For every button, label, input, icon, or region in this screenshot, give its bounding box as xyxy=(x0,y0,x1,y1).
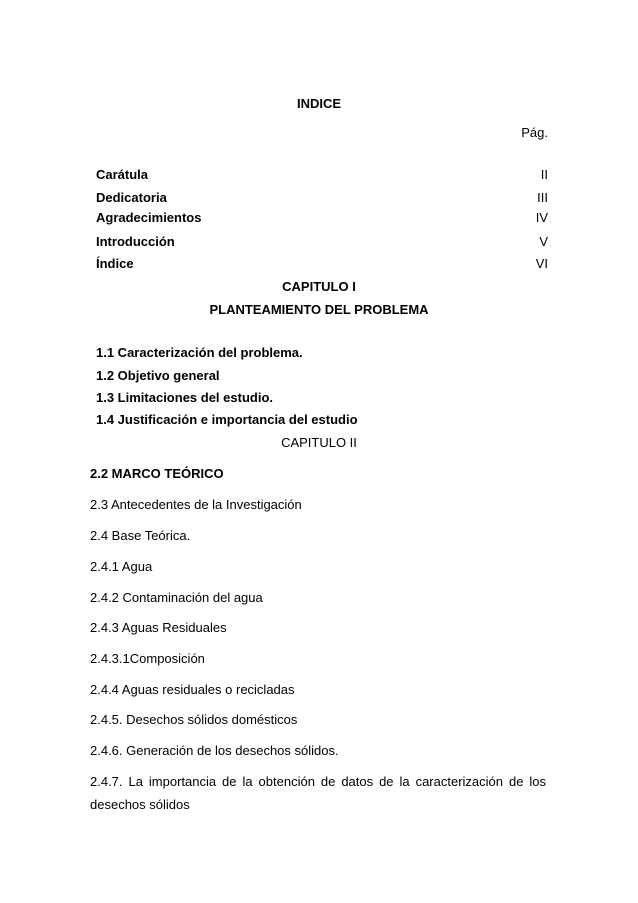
toc-item: 2.4.3.1Composición xyxy=(90,651,205,666)
toc-entry-page: V xyxy=(539,234,548,249)
toc-entry-page: VI xyxy=(535,256,548,271)
toc-item: 2.4.2 Contaminación del agua xyxy=(90,590,263,605)
toc-item: 2.4.1 Agua xyxy=(90,559,153,574)
toc-item-line1: 2.4.7. La importancia de la obtención de datos de la caracterización de los xyxy=(90,774,546,789)
toc-item: 2.4.3 Aguas Residuales xyxy=(90,620,227,635)
toc-item: 2.4.4 Aguas residuales o recicladas xyxy=(90,682,295,697)
toc-entry-label: Índice xyxy=(96,256,134,271)
index-title: INDICE xyxy=(296,96,342,111)
section-heading: 2.2 MARCO TEÓRICO xyxy=(90,466,224,481)
chapter1-heading: CAPITULO I xyxy=(282,279,356,294)
toc-item: 2.4.6. Generación de los desechos sólidos. xyxy=(90,743,339,758)
toc-entry-label: Introducción xyxy=(96,234,175,249)
toc-entry-caratula xyxy=(96,167,548,183)
page-column-header: Pág. xyxy=(521,125,548,140)
toc-entry-label: Carátula xyxy=(96,167,149,182)
toc-entry-label: Dedicatoria xyxy=(96,190,167,205)
toc-item-line2: desechos sólidos xyxy=(90,797,190,812)
toc-item: 1.3 Limitaciones del estudio. xyxy=(96,390,273,405)
toc-entry-page: III xyxy=(537,190,548,205)
toc-entry-label: Agradecimientos xyxy=(96,210,202,225)
toc-entry-page: II xyxy=(540,167,548,182)
toc-entry-agradecimientos xyxy=(96,210,548,226)
toc-item: 2.4 Base Teórica. xyxy=(90,528,191,543)
toc-item: 2.4.5. Desechos sólidos domésticos xyxy=(90,712,298,727)
toc-entry-dedicatoria xyxy=(96,190,548,206)
toc-entry-page: IV xyxy=(535,210,548,225)
chapter2-heading: CAPITULO II xyxy=(281,435,357,450)
toc-item: 1.2 Objetivo general xyxy=(96,368,220,383)
toc-item: 2.3 Antecedentes de la Investigación xyxy=(90,497,302,512)
toc-entry-introduccion xyxy=(96,234,548,250)
toc-entry-indice xyxy=(96,256,548,272)
toc-item: 1.1 Caracterización del problema. xyxy=(96,345,303,360)
toc-item: 1.4 Justificación e importancia del estudio xyxy=(96,412,358,427)
chapter1-subheading: PLANTEAMIENTO DEL PROBLEMA xyxy=(209,302,429,317)
